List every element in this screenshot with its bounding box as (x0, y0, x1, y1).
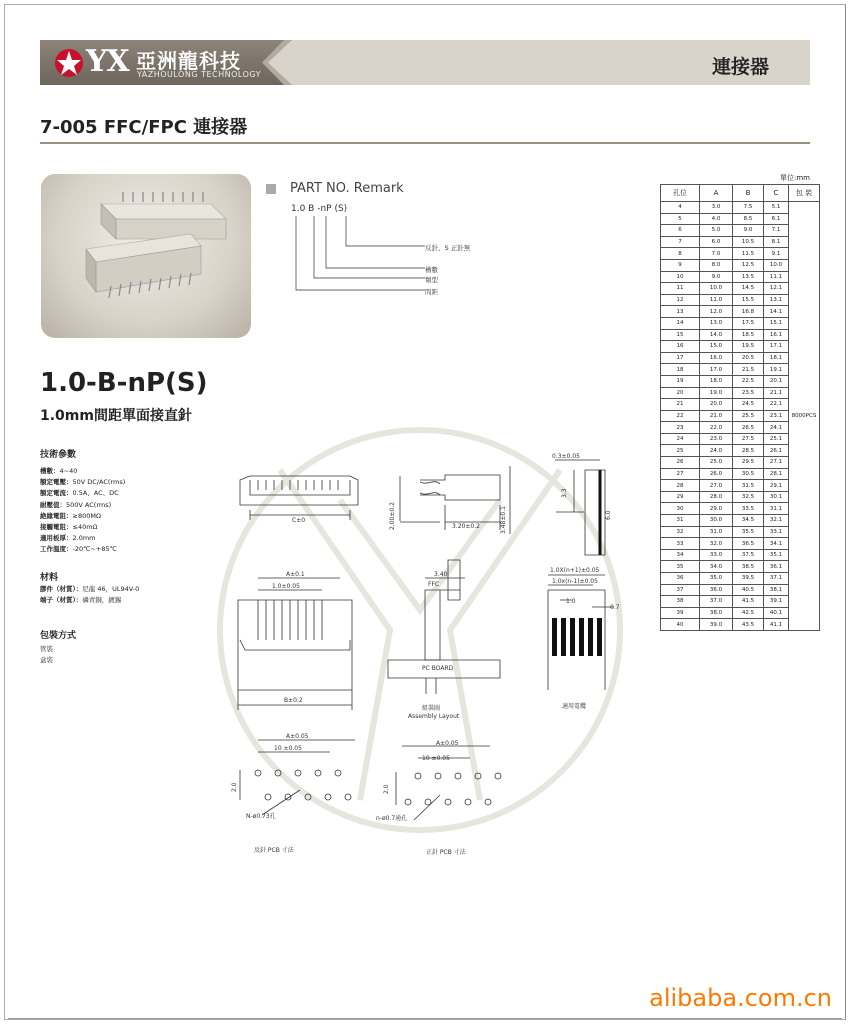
dim-340: 3.40 (434, 571, 448, 578)
table-cell: 7.1 (764, 225, 789, 237)
table-cell: 28.0 (700, 491, 733, 503)
table-cell: 18.0 (700, 375, 733, 387)
dim-03: 0.3±0.05 (552, 453, 580, 460)
cable-stripe (561, 618, 566, 656)
table-cell: 32.5 (733, 491, 764, 503)
material-heading: 材料 (40, 573, 59, 583)
part-no-remark-4: 間距 (425, 288, 438, 296)
specs-heading: 技術參數 (40, 450, 77, 460)
pcb2-caption: 正針 PCB 寸法 (426, 849, 466, 856)
table-cell: 12.5 (733, 259, 764, 271)
table-cell: 10 (661, 271, 700, 283)
table-cell: 28.1 (764, 468, 789, 480)
table-cell: 15 (661, 329, 700, 341)
table-cell: 13 (661, 306, 700, 318)
cable-pitch-1: 1.0 (566, 598, 576, 605)
table-cell: 34.0 (700, 561, 733, 573)
table-cell: 16 (661, 341, 700, 353)
packing-heading: 包裝方式 (40, 631, 77, 641)
pcb1-a: A±0.05 (286, 733, 309, 740)
table-cell: 10.0 (700, 283, 733, 295)
packing-line: 盒裝 (40, 656, 53, 665)
table-cell: 12.1 (764, 283, 789, 295)
cable-stripe (579, 618, 584, 656)
part-no-remark-1: 反針、S 正針無 (425, 244, 471, 252)
model-subtitle: 1.0mm間距單面接直針 (40, 408, 192, 424)
table-cell: 24.5 (733, 399, 764, 411)
table-cell: 36.1 (764, 561, 789, 573)
table-cell: 15.1 (764, 317, 789, 329)
table-cell: 10.5 (733, 236, 764, 248)
table-cell: 19.1 (764, 364, 789, 376)
table-cell: 22.1 (764, 399, 789, 411)
table-cell: 9 (661, 259, 700, 271)
col-header: 包 裝 (789, 185, 820, 202)
table-cell: 27.0 (700, 480, 733, 492)
dim-a01: A±0.1 (286, 571, 305, 578)
drawing-front-view (240, 476, 358, 520)
table-cell: 6.1 (764, 213, 789, 225)
table-cell: 4 (661, 202, 700, 214)
pcb2-pitch: 10 ±0.05 (422, 755, 450, 762)
cable-stripe (552, 618, 557, 656)
table-cell: 8.5 (733, 213, 764, 225)
table-cell: 31.0 (700, 526, 733, 538)
section-title: 連接器 (712, 56, 770, 78)
assembly-en: Assembly Layout (408, 713, 460, 720)
table-cell: 23.0 (700, 433, 733, 445)
table-cell: 27.1 (764, 457, 789, 469)
cable-width: 1.0X(n+1)±0.05 (550, 567, 600, 574)
table-cell: 12 (661, 294, 700, 306)
pcb2-a: A±0.05 (436, 740, 459, 747)
table-cell: 34.1 (764, 538, 789, 550)
company-name-cn: 亞洲龍科技 (136, 49, 241, 73)
table-cell: 5 (661, 213, 700, 225)
table-cell: 29.0 (700, 503, 733, 515)
table-cell: 39 (661, 607, 700, 619)
table-cell: 23 (661, 422, 700, 434)
table-cell: 23.1 (764, 410, 789, 422)
table-cell: 3.0 (700, 202, 733, 214)
table-cell: 18.5 (733, 329, 764, 341)
table-cell: 10.0 (764, 259, 789, 271)
table-cell: 21.0 (700, 410, 733, 422)
table-cell: 24.0 (700, 445, 733, 457)
cable-stripes (552, 618, 602, 656)
table-cell: 25.5 (733, 410, 764, 422)
company-name-en: YAZHOULONG TECHNOLOGY (137, 70, 262, 79)
table-cell: 23.5 (733, 387, 764, 399)
spec-line: 額定電流：0.5A、AC、DC (40, 489, 119, 498)
spec-line: 接觸電阻：≤40mΩ (40, 523, 98, 532)
table-cell: 17.5 (733, 317, 764, 329)
table-cell: 19 (661, 375, 700, 387)
table-cell: 17 (661, 352, 700, 364)
table-cell: 21.1 (764, 387, 789, 399)
pcb1-row: 2.0 (231, 782, 238, 792)
table-cell: 16.1 (764, 329, 789, 341)
table-cell: 15.5 (733, 294, 764, 306)
table-cell: 33.0 (700, 549, 733, 561)
table-cell: 33.5 (733, 503, 764, 515)
col-header: C (764, 185, 789, 202)
dim-c: C±0 (292, 517, 306, 524)
table-cell: 32.1 (764, 515, 789, 527)
col-header: A (700, 185, 733, 202)
table-cell: 11.1 (764, 271, 789, 283)
table-cell: 36.0 (700, 584, 733, 596)
logo-mark: YX (86, 44, 129, 79)
table-cell: 14.0 (700, 329, 733, 341)
table-cell: 36.5 (733, 538, 764, 550)
table-cell: 41.1 (764, 619, 789, 631)
table-cell: 9.1 (764, 248, 789, 260)
table-cell: 39.0 (700, 619, 733, 631)
table-cell: 40.5 (733, 584, 764, 596)
table-cell: 21 (661, 399, 700, 411)
table-cell: 31.1 (764, 503, 789, 515)
table-cell: 25.1 (764, 433, 789, 445)
table-cell: 25.0 (700, 457, 733, 469)
table-cell: 22 (661, 410, 700, 422)
table-cell: 26.5 (733, 422, 764, 434)
spec-line: 適用板厚：2.0mm (40, 534, 96, 543)
table-cell: 20.1 (764, 375, 789, 387)
table-cell: 15.0 (700, 341, 733, 353)
table-cell: 29.1 (764, 480, 789, 492)
table-cell: 31.5 (733, 480, 764, 492)
table-cell: 14.5 (733, 283, 764, 295)
assembly-cn: 組裝圖 (422, 705, 441, 712)
table-cell: 13.5 (733, 271, 764, 283)
table-cell: 22.5 (733, 375, 764, 387)
pc-board-label: PC BOARD (422, 665, 454, 672)
cable-thick: 0.7 (610, 604, 620, 611)
table-cell: 34.5 (733, 515, 764, 527)
cable-caption: 適用電纜 (562, 703, 587, 710)
table-cell: 19.0 (700, 387, 733, 399)
dim-33: 3.3 (561, 488, 568, 498)
table-cell: 28 (661, 480, 700, 492)
alibaba-watermark: alibaba.com.cn (649, 984, 832, 1012)
table-cell: 41.5 (733, 596, 764, 608)
table-row (661, 202, 820, 214)
table-cell: 27.5 (733, 433, 764, 445)
table-cell: 30.0 (700, 515, 733, 527)
spec-line: 額定電壓：50V DC/AC(rms) (40, 478, 126, 487)
table-cell: 25 (661, 445, 700, 457)
table-cell: 5.0 (700, 225, 733, 237)
table-cell: 11.0 (700, 294, 733, 306)
table-cell: 12.0 (700, 306, 733, 318)
table-cell: 30.1 (764, 491, 789, 503)
table-cell: 37.1 (764, 573, 789, 585)
table-cell: 14 (661, 317, 700, 329)
cable-pitch: 1.0x(n-1)±0.05 (552, 578, 598, 585)
col-header: B (733, 185, 764, 202)
table-cell: 8.1 (764, 236, 789, 248)
cable-stripe (570, 618, 575, 656)
table-cell: 35 (661, 561, 700, 573)
table-cell: 21.5 (733, 364, 764, 376)
table-cell: 30.5 (733, 468, 764, 480)
spec-line: 工作溫度：-20℃~+85℃ (40, 545, 117, 554)
drawing-cable-side (555, 460, 605, 555)
spec-line: 槽數：4~40 (40, 467, 78, 475)
table-cell: 8.0 (700, 259, 733, 271)
table-cell: 35.5 (733, 526, 764, 538)
packing-line: 管裝 (40, 645, 53, 653)
table-cell: 35.1 (764, 549, 789, 561)
table-cell: 18.1 (764, 352, 789, 364)
table-cell: 19.5 (733, 341, 764, 353)
table-cell: 4.0 (700, 213, 733, 225)
table-cell: 13.1 (764, 294, 789, 306)
table-cell: 7 (661, 236, 700, 248)
spec-line: 耐壓值：500V AC(rms) (40, 500, 112, 509)
cable-stripe (597, 618, 602, 656)
model-name: 1.0-B-nP(S) (40, 368, 208, 398)
dim-10: 1.0±0.05 (272, 583, 300, 590)
table-cell: 37.0 (700, 596, 733, 608)
pcb1-pitch: 10 ±0.05 (274, 745, 302, 752)
part-no-code: 1.0 B -nP (S) (291, 204, 348, 214)
table-cell: 32 (661, 526, 700, 538)
table-cell: 33.1 (764, 526, 789, 538)
pcb2-hole: n-ø0.7通孔 (376, 815, 408, 822)
table-cell: 39.5 (733, 573, 764, 585)
table-cell: 27 (661, 468, 700, 480)
dimension-table (660, 184, 820, 631)
table-cell: 20 (661, 387, 700, 399)
table-cell: 13.0 (700, 317, 733, 329)
material-line: 膠件（材質）：尼龍 46，UL94V-0 (40, 585, 140, 593)
footer-rule (8, 1018, 842, 1019)
table-cell: 20.5 (733, 352, 764, 364)
table-cell: 43.5 (733, 619, 764, 631)
table-cell: 29.5 (733, 457, 764, 469)
dim-320: 3.20±0.2 (452, 523, 480, 530)
table-cell: 29 (661, 491, 700, 503)
drawing-bottom-view (238, 578, 352, 710)
dim-348: 3.48±0.1 (500, 506, 507, 534)
table-cell: 17.1 (764, 341, 789, 353)
dim-h1: 2.00±0.2 (389, 502, 396, 530)
dim-b02: B±0.2 (284, 697, 303, 704)
dim-60: 6.0 (605, 510, 612, 520)
table-cell: 5.1 (764, 202, 789, 214)
part-no-label: PART NO. Remark (290, 181, 404, 196)
table-cell: 34 (661, 549, 700, 561)
table-cell: 26.0 (700, 468, 733, 480)
table-cell: 26 (661, 457, 700, 469)
table-cell: 38.0 (700, 607, 733, 619)
table-cell: 16.0 (700, 352, 733, 364)
page-title: 7-005 FFC/FPC 連接器 (40, 117, 248, 138)
table-cell: 32.0 (700, 538, 733, 550)
table-cell: 39.1 (764, 596, 789, 608)
table-cell: 26.1 (764, 445, 789, 457)
cable-stripe (588, 618, 593, 656)
table-cell: 17.0 (700, 364, 733, 376)
table-cell: 11.5 (733, 248, 764, 260)
table-cell: 35.0 (700, 573, 733, 585)
table-cell: 20.0 (700, 399, 733, 411)
table-cell: 14.1 (764, 306, 789, 318)
table-cell: 28.5 (733, 445, 764, 457)
pcb1-hole: N-ø0.73孔 (246, 813, 276, 820)
spec-line: 絶緣電阻：≥800MΩ (40, 511, 101, 520)
table-cell: 6 (661, 225, 700, 237)
table-cell: 11 (661, 283, 700, 295)
table-cell: 9.0 (700, 271, 733, 283)
ffc-label: FFC (428, 581, 440, 588)
table-cell: 31 (661, 515, 700, 527)
table-cell: 42.5 (733, 607, 764, 619)
table-cell: 38.5 (733, 561, 764, 573)
table-cell: 37.5 (733, 549, 764, 561)
table-cell: 7.5 (733, 202, 764, 214)
table-cell: 22.0 (700, 422, 733, 434)
table-cell: 38.1 (764, 584, 789, 596)
pcb2-row: 2.0 (383, 784, 390, 794)
table-cell: 33 (661, 538, 700, 550)
table-cell: 40.1 (764, 607, 789, 619)
table-cell: 6.0 (700, 236, 733, 248)
table-header-row (661, 185, 820, 202)
drawing-assembly (388, 560, 500, 694)
table-cell: 16.8 (733, 306, 764, 318)
table-cell: 9.0 (733, 225, 764, 237)
table-cell: 37 (661, 584, 700, 596)
part-no-remark-3: 類型 (425, 276, 438, 284)
material-line: 端子（材質）：磷青銅，鍍錫 (40, 596, 122, 605)
table-cell: 24.1 (764, 422, 789, 434)
table-cell: 7.0 (700, 248, 733, 260)
table-cell: 30 (661, 503, 700, 515)
table-cell: 40 (661, 619, 700, 631)
packing-cell: 8000PCS (789, 202, 820, 631)
table-cell: 18 (661, 364, 700, 376)
table-cell: 8 (661, 248, 700, 260)
table-unit: 單位:mm (780, 174, 810, 182)
part-no-remark-2: 槽數 (425, 266, 438, 274)
pcb1-caption: 反針 PCB 寸法 (254, 847, 294, 854)
table-cell: 38 (661, 596, 700, 608)
table-cell: 24 (661, 433, 700, 445)
table-cell: 36 (661, 573, 700, 585)
col-header: 孔位 (661, 185, 700, 202)
